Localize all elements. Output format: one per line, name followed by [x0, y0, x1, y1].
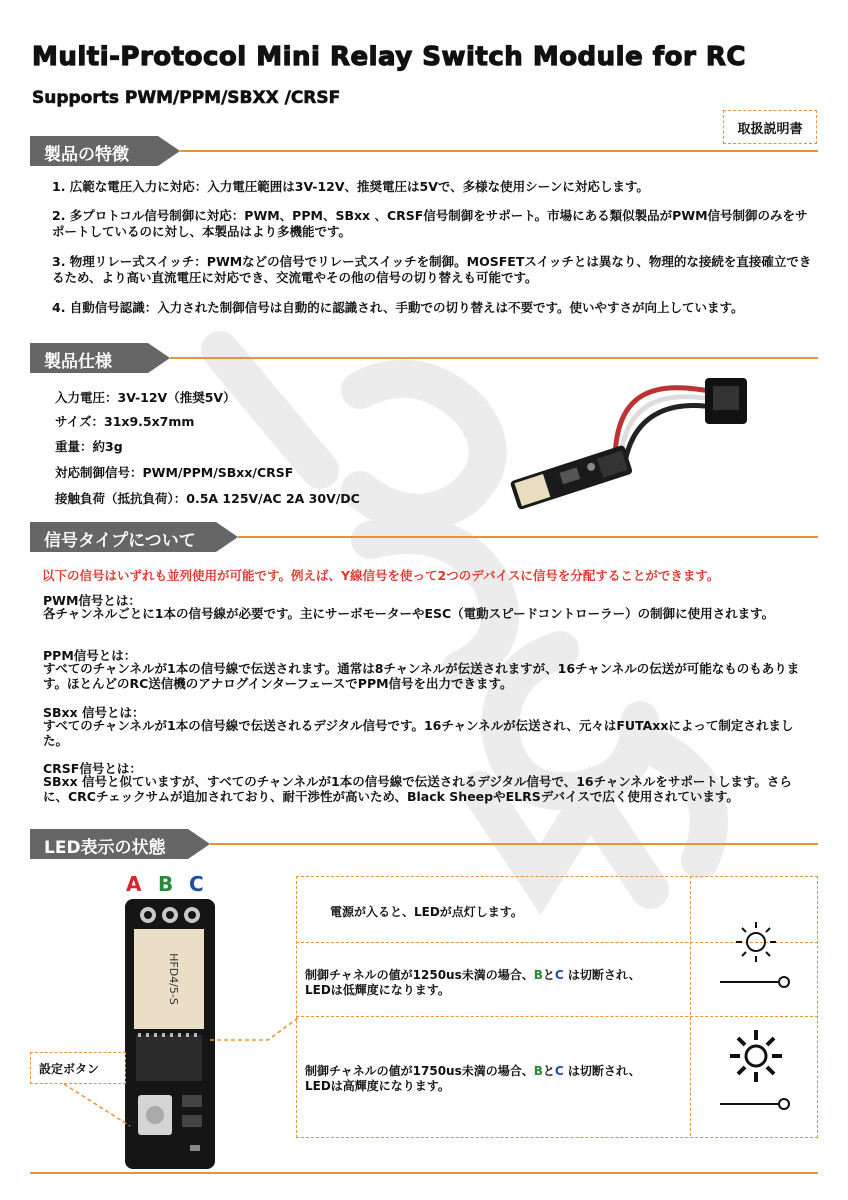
section-divider: [210, 843, 818, 845]
pcb-board-image: [120, 895, 220, 1175]
page-subtitle: Supports PWM/PPM/SBXX /CRSF: [32, 88, 341, 108]
spec-item: 接触負荷（抵抗負荷）：0.5A 125V/AC 2A 30V/DC: [55, 491, 360, 506]
led-low-brightness-icon: [714, 920, 804, 1000]
signal-body: 各チャンネルごとに1本の信号線が必要です。主にサーボモーターやESC（電動スピードコントローラー）の制御に使用されます。: [43, 606, 775, 621]
section-title: 製品の特徴: [44, 145, 129, 165]
spec-item: サイズ：31x9.5x7mm: [55, 414, 195, 429]
led-row-high-brightness: 制御チャネルの値が1750us未満の場合、BとC は切断され、 LEDは高輝度になります。: [305, 1064, 641, 1093]
signal-title: SBxx 信号とは：: [43, 705, 145, 720]
spec-item: 重量：約3g: [55, 439, 123, 454]
footer-divider: [30, 1172, 818, 1174]
section-title: LED表示の状態: [44, 838, 166, 858]
product-image: [505, 370, 755, 530]
pin-label-a: A: [126, 872, 142, 896]
led-row-low-brightness: 制御チャネルの値が1250us未満の場合、BとC は切断され、 LEDは低輝度になります。: [305, 968, 641, 997]
feature-item: 2. 多プロトコル信号制御に対応：PWM、PPM、SBxx 、CRSF信号制御をサポート。市場にある類似製品がPWM信号制御のみをサポートしているのに対し、本製品はより多機能です。: [52, 208, 808, 239]
feature-item: 4. 自動信号認識：入力された制御信号は自動的に認識され、手動での切り替えは不要です。使いやすさが向上しています。: [52, 300, 744, 315]
led-row-power-on: 電源が入ると、LEDが点灯します。: [330, 905, 523, 919]
signal-body: すべてのチャンネルが1本の信号線で伝送されます。通常は8チャンネルが伝送されますが、16チャンネルの伝送が可能なものもあります。ほとんどのRC送信機のアナログインターフェースでPPM信号を出力できます。: [43, 661, 800, 691]
section-divider: [180, 150, 818, 152]
feature-item: 1. 広範な電圧入力に対応：入力電圧範囲は3V-12V、推奨電圧は5Vで、多様な使用シーンに対応します。: [52, 179, 649, 194]
section-divider: [238, 536, 818, 538]
section-header-led: [30, 829, 210, 859]
signal-title: PWM信号とは：: [43, 593, 141, 608]
signal-title: CRSF信号とは：: [43, 761, 142, 776]
page-title: Multi-Protocol Mini Relay Switch Module for RC: [32, 42, 746, 72]
relay-marking: HFD4/5-S: [167, 953, 180, 1005]
table-divider: [296, 1016, 818, 1017]
setting-button-label: 設定ボタン: [39, 1062, 100, 1076]
manual-tag: 取扱説明書: [723, 110, 817, 144]
section-header-features: [30, 136, 180, 166]
signal-body: すべてのチャンネルが1本の信号線で伝送されるデジタル信号です。16チャンネルが伝送され、元々はFUTAxxによって制定されました。: [43, 718, 794, 748]
section-header-signals: [30, 522, 238, 552]
callout-line: [208, 1010, 300, 1050]
section-header-specs: [30, 343, 170, 373]
spec-item: 入力電圧：3V-12V（推奨5V）: [55, 390, 236, 405]
section-divider: [170, 357, 818, 359]
signal-title: PPM信号とは：: [43, 648, 137, 663]
setting-button-callout: [30, 1052, 126, 1084]
led-high-brightness-icon: [714, 1026, 804, 1116]
table-divider: [690, 876, 691, 1136]
spec-item: 対応制御信号：PWM/PPM/SBxx/CRSF: [55, 465, 294, 480]
signal-note: 以下の信号はいずれも並列使用が可能です。例えば、Y線信号を使って2つのデバイスに信号を分配することができます。: [42, 568, 720, 583]
feature-item: 3. 物理リレー式スイッチ：PWMなどの信号でリレー式スイッチを制御。MOSFETスイッチとは異なり、物理的な接続を直接確立できるため、より高い直流電圧に対応でき、交流電やその他の信号の切り替えも可能です。: [52, 254, 812, 285]
section-title: 製品仕様: [44, 352, 112, 372]
signal-body: SBxx 信号と似ていますが、すべてのチャンネルが1本の信号線で伝送されるデジタル信号で、16チャンネルをサポートします。さらに、CRCチェックサムが追加されており、耐干渉性が高いため、Black SheepやELRSデバイスで広く使用されています。: [43, 774, 792, 804]
pin-label-c: C: [189, 872, 204, 896]
section-title: 信号タイプについて: [44, 531, 196, 551]
pin-label-b: B: [158, 872, 174, 896]
callout-line: [60, 1082, 140, 1132]
